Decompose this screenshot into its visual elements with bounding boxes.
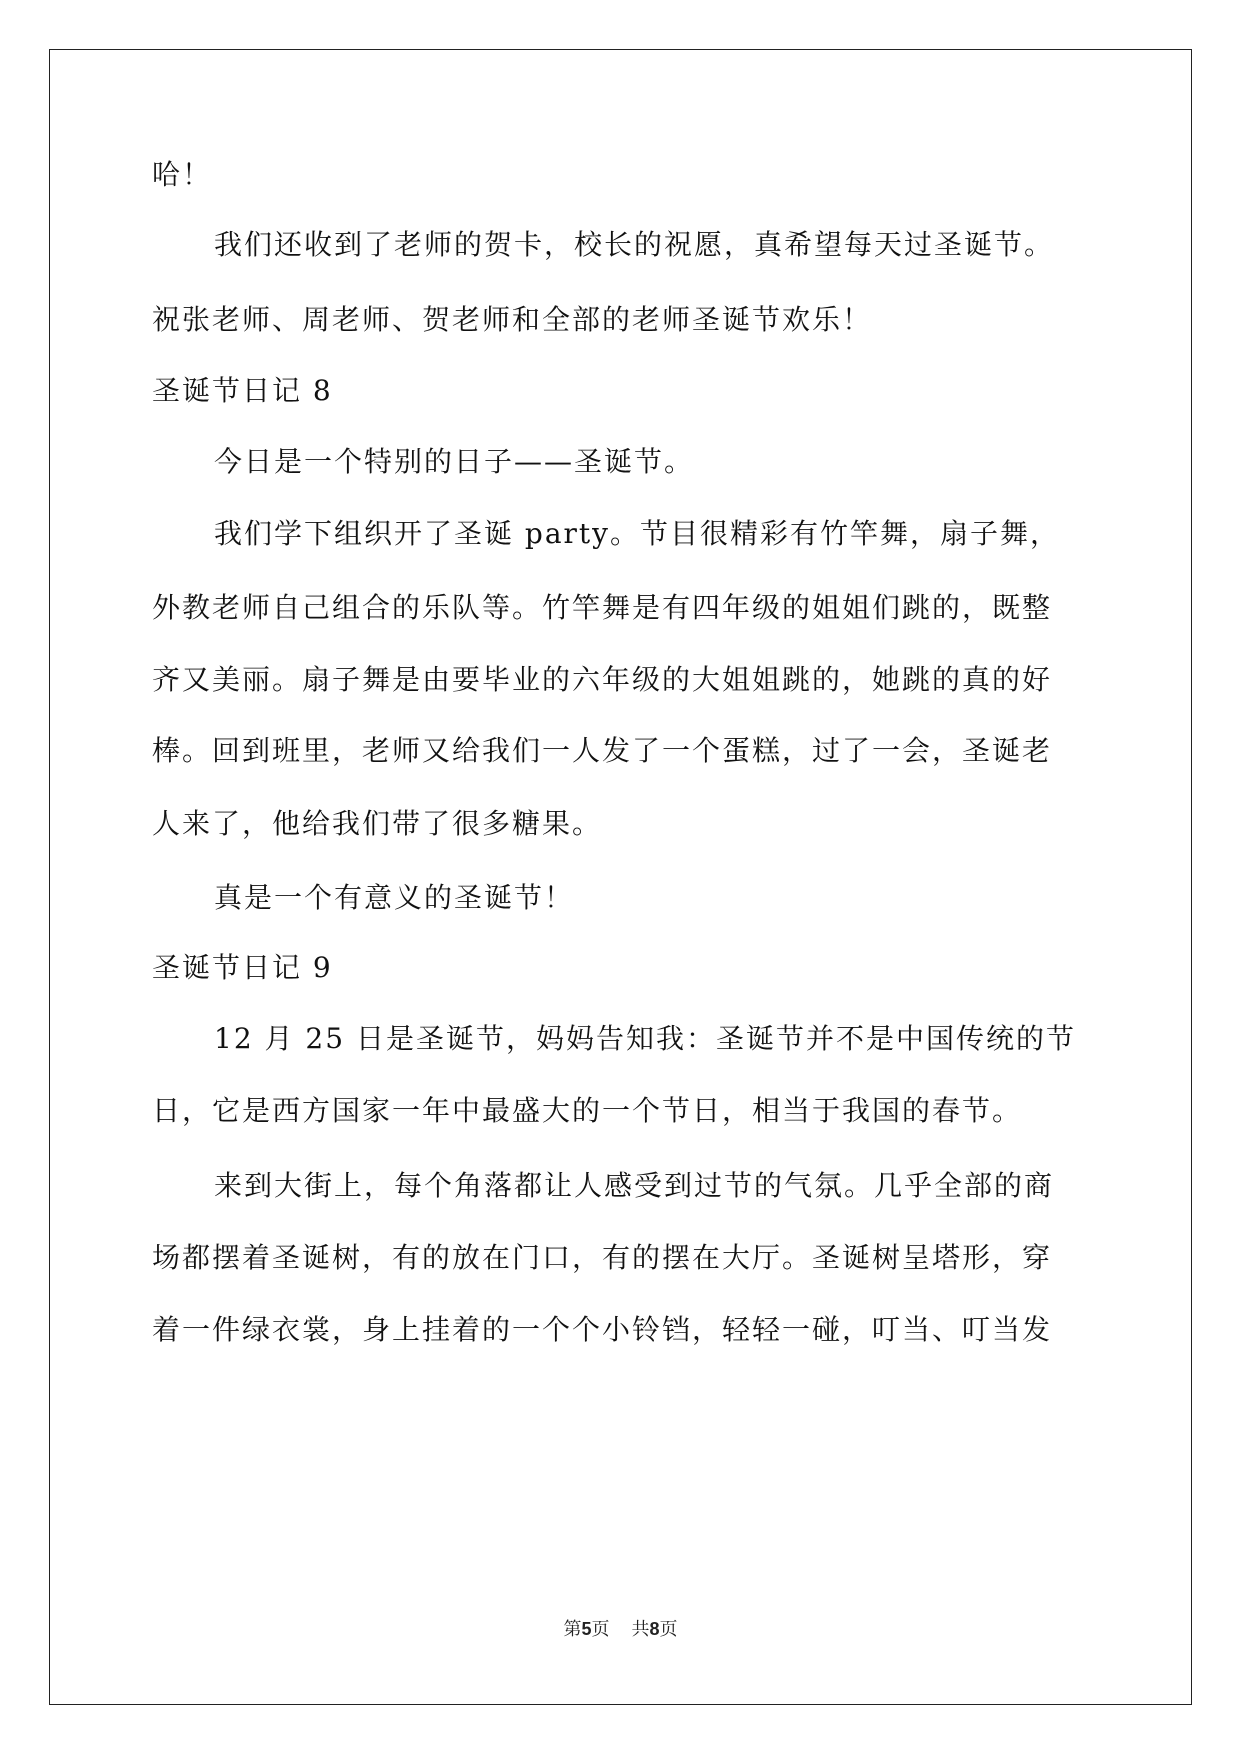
current-page-number: 5 <box>581 1619 592 1639</box>
body-paragraph: 我们还收到了老师的贺卡，校长的祝愿，真希望每天过圣诞节。 <box>214 228 1055 261</box>
body-line: 哈！ <box>152 158 213 191</box>
page-prefix: 第 <box>563 1619 582 1640</box>
body-line: 人来了，他给我们带了很多糖果。 <box>152 807 603 840</box>
body-paragraph: 来到大街上，每个角落都让人感受到过节的气氛。几乎全部的商 <box>214 1169 1055 1202</box>
body-line: 齐又美丽。扇子舞是由要毕业的六年级的大姐姐跳的，她跳的真的好 <box>152 663 1053 696</box>
total-word: 页 <box>659 1619 678 1640</box>
section-heading: 圣诞节日记 9 <box>152 951 333 984</box>
page-word: 页 <box>591 1619 610 1640</box>
body-line: 棒。回到班里，老师又给我们一人发了一个蛋糕，过了一会，圣诞老 <box>152 734 1053 767</box>
page-footer <box>0 1617 1241 1642</box>
body-paragraph: 我们学下组织开了圣诞 party。节目很精彩有竹竿舞，扇子舞， <box>214 517 1060 550</box>
total-pages-number: 8 <box>649 1619 660 1639</box>
body-line: 着一件绿衣裳，身上挂着的一个个小铃铛，轻轻一碰，叮当、叮当发 <box>152 1313 1053 1346</box>
section-heading: 圣诞节日记 8 <box>152 374 333 407</box>
body-line: 场都摆着圣诞树，有的放在门口，有的摆在大厅。圣诞树呈塔形，穿 <box>152 1241 1053 1274</box>
body-paragraph: 真是一个有意义的圣诞节！ <box>214 881 575 914</box>
body-line: 祝张老师、周老师、贺老师和全部的老师圣诞节欢乐！ <box>152 303 873 336</box>
body-line: 外教老师自己组合的乐队等。竹竿舞是有四年级的姐姐们跳的，既整 <box>152 591 1053 624</box>
body-paragraph: 今日是一个特别的日子——圣诞节。 <box>214 445 695 478</box>
body-paragraph: 12 月 25 日是圣诞节，妈妈告知我：圣诞节并不是中国传统的节 <box>214 1022 1076 1055</box>
page-border <box>49 49 1192 1705</box>
body-line: 日，它是西方国家一年中最盛大的一个节日，相当于我国的春节。 <box>152 1094 1023 1127</box>
total-prefix: 共 <box>631 1619 650 1640</box>
